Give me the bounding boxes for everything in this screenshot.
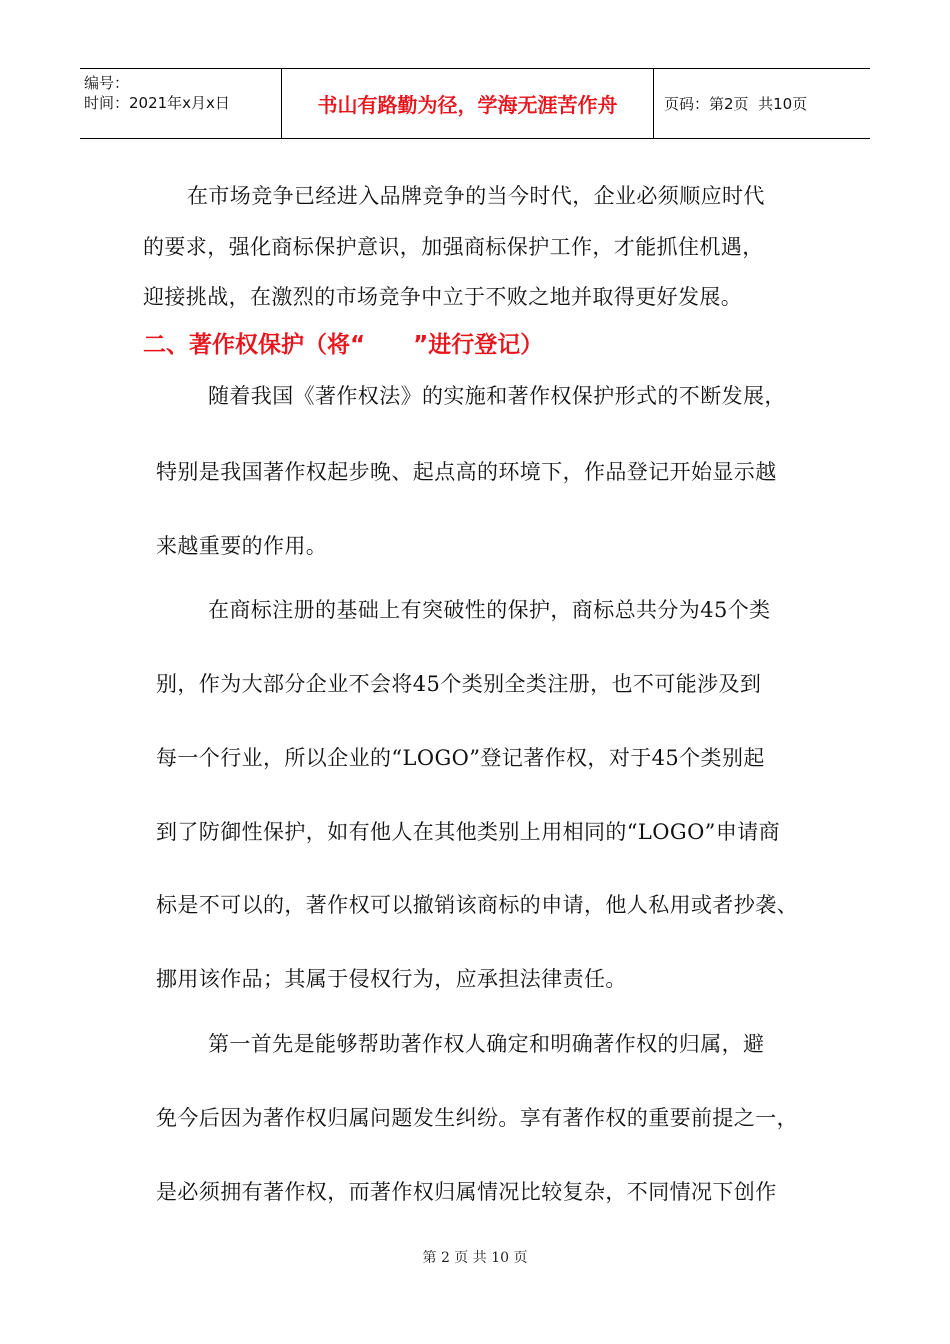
paragraph-1-line-1: 在市场竞争已经进入品牌竞争的当今时代，企业必须顺应时代 [187, 184, 765, 208]
section-heading: 二、著作权保护（将“ ”进行登记） [143, 332, 544, 358]
paragraph-3-line-2: 别，作为大部分企业不会将45个类别全类注册，也不可能涉及到 [156, 672, 762, 696]
paragraph-2-line-1: 随着我国《著作权法》的实施和著作权保护形式的不断发展， [208, 384, 786, 408]
paragraph-3-line-3: 每一个行业，所以企业的“LOGO”登记著作权，对于45个类别起 [156, 746, 765, 770]
number-label: 编号： [84, 74, 130, 92]
paragraph-4-line-3: 是必须拥有著作权，而著作权归属情况比较复杂，不同情况下创作 [156, 1180, 777, 1204]
header-page-cell [654, 69, 870, 138]
paragraph-3-line-5: 标是不可以的，著作权可以撤销该商标的申请，他人私用或者抄袭、 [156, 893, 798, 917]
header-motto-cell [282, 69, 654, 138]
paragraph-3-line-4: 到了防御性保护，如有他人在其他类别上用相同的“LOGO”申请商 [156, 820, 781, 844]
time-label: 时间：2021年x月x日 [84, 94, 230, 112]
paragraph-4-line-2: 免今后因为著作权归属问题发生纠纷。享有著作权的重要前提之一， [156, 1106, 798, 1130]
paragraph-2-line-3: 来越重要的作用。 [156, 534, 328, 558]
motto-text: 书山有路勤为径，学海无涯苦作舟 [317, 93, 618, 117]
paragraph-1-line-3: 迎接挑战，在激烈的市场竞争中立于不败之地并取得更好发展。 [143, 285, 743, 309]
document-header [80, 68, 870, 139]
page-footer: 第 2 页 共 10 页 [422, 1250, 528, 1266]
header-meta-cell [80, 69, 282, 138]
paragraph-2-line-2: 特别是我国著作权起步晚、起点高的环境下，作品登记开始显示越 [156, 460, 777, 484]
paragraph-3-line-6: 挪用该作品；其属于侵权行为，应承担法律责任。 [156, 967, 627, 991]
paragraph-3-line-1: 在商标注册的基础上有突破性的保护，商标总共分为45个类 [208, 598, 771, 622]
paragraph-1-line-2: 的要求，强化商标保护意识，加强商标保护工作，才能抓住机遇， [143, 235, 764, 259]
paragraph-4-line-1: 第一首先是能够帮助著作权人确定和明确著作权的归属，避 [208, 1032, 765, 1056]
page-label: 页码：第2页 共10页 [664, 95, 808, 113]
